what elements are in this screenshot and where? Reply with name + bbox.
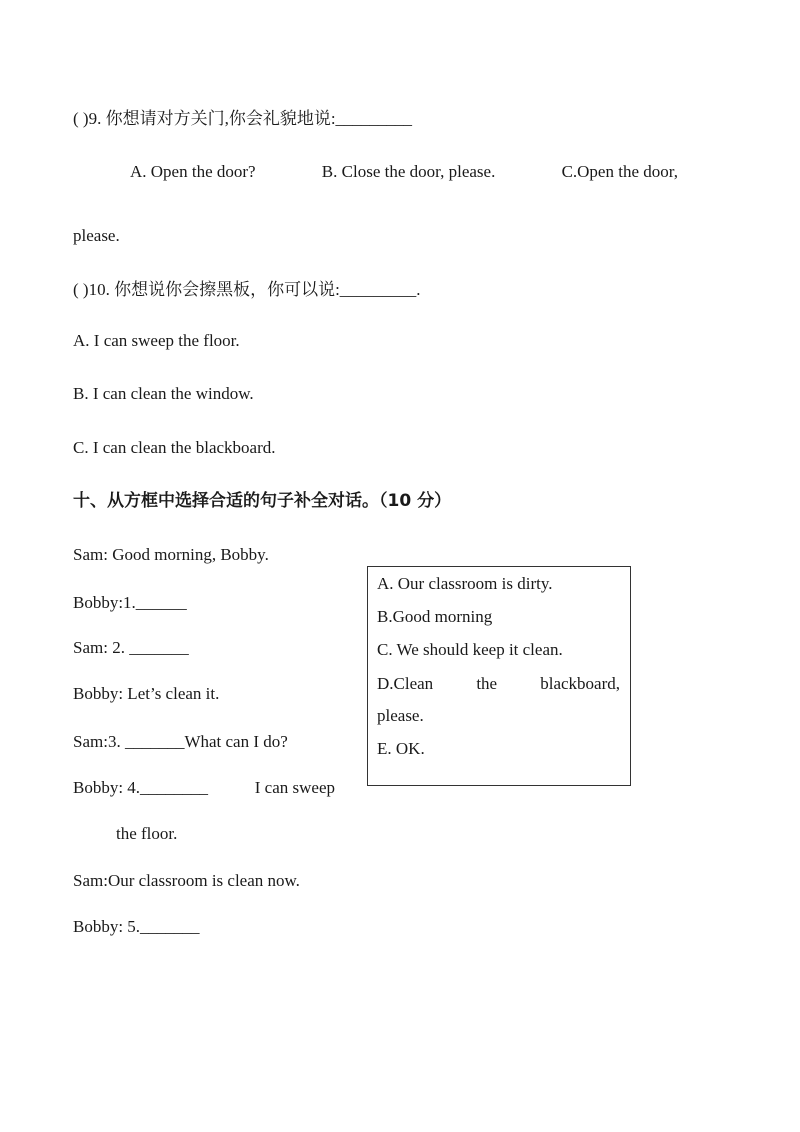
dialogue-line-6-wrap: the floor. [116,824,178,843]
section-10-title: 十、从方框中选择合适的句子补全对话。（10 分） [73,491,452,511]
question-10-option-c: C. I can clean the blackboard. [73,438,276,457]
dialogue-line-5: Sam:3. _______What can I do? [73,732,288,751]
box-option-e: E. OK. [377,739,425,758]
dialogue-line-7: Sam:Our classroom is clean now. [73,871,300,890]
question-9-stem: ( )9. 你想请对方关门,你会礼貌地说:_________ [73,109,413,128]
dialogue-line-2: Bobby:1.______ [73,593,187,612]
dialogue-line-6 [73,777,335,799]
question-9-option-b: B. Close the door, please. [321,162,496,181]
box-option-a: A. Our classroom is dirty. [377,574,553,593]
box-option-d-part-2: the [476,674,498,693]
dialogue-line-8: Bobby: 5._______ [73,917,200,936]
dialogue-line-1: Sam: Good morning, Bobby. [73,545,269,564]
answer-options-box [367,566,631,786]
box-option-d-wrap: please. [377,706,424,725]
dialogue-line-6-end: I can sweep [254,778,335,797]
dialogue-line-3: Sam: 2. _______ [73,638,189,657]
question-9-option-c-wrap: please. [73,226,120,245]
question-9-option-a: A. Open the door? [130,162,256,181]
question-10-option-b: B. I can clean the window. [73,384,254,403]
box-option-d [377,673,620,695]
box-option-d-part-3: blackboard, [540,674,620,693]
question-9-options [130,161,678,183]
box-option-d-part-1: D.Clean [377,674,434,693]
question-9-option-c: C.Open the door, [561,162,678,181]
dialogue-line-4: Bobby: Let’s clean it. [73,684,220,703]
dialogue-line-6-start: Bobby: 4.________ [73,778,209,797]
box-option-c: C. We should keep it clean. [377,640,563,659]
box-option-b: B.Good morning [377,607,493,626]
question-10-stem: ( )10. 你想说你会擦黑板，你可以说:_________. [73,280,421,299]
question-10-option-a: A. I can sweep the floor. [73,331,240,350]
